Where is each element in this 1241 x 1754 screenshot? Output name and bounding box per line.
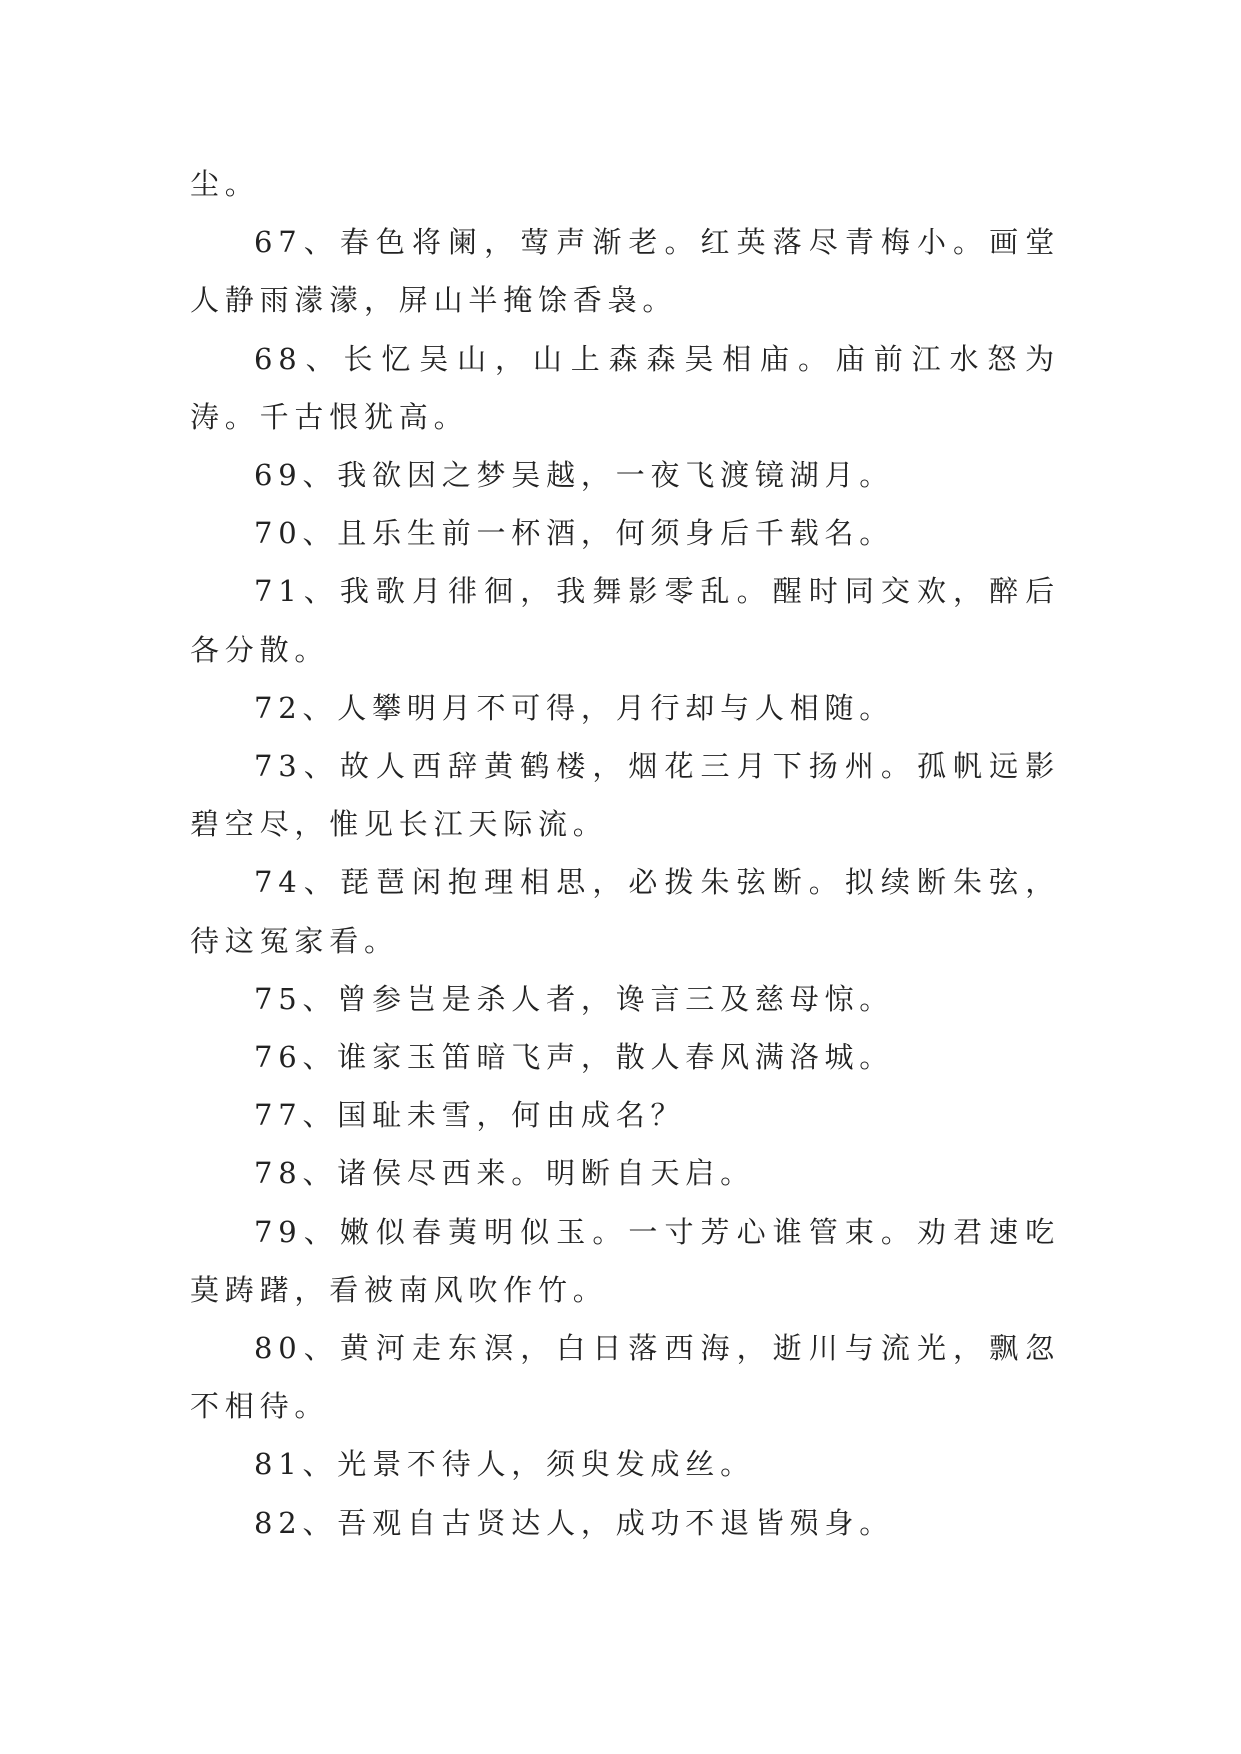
paragraph: 68、长忆吴山，山上森森吴相庙。庙前江水怒为涛。千古恨犹高。 bbox=[190, 341, 1060, 434]
paragraph: 77、国耻未雪，何由成名？ bbox=[254, 1098, 686, 1133]
paragraph: 67、春色将阑，莺声渐老。红英落尽青梅小。画堂人静雨濛濛，屏山半掩馀香袅。 bbox=[190, 225, 1060, 318]
paragraph: 78、诸侯尽西来。明断自天启。 bbox=[254, 1156, 755, 1191]
paragraph: 72、人攀明月不可得，月行却与人相随。 bbox=[254, 690, 895, 725]
paragraph: 82、吾观自古贤达人，成功不退皆殒身。 bbox=[254, 1505, 895, 1540]
paragraph: 73、故人西辞黄鹤楼，烟花三月下扬州。孤帆远影碧空尽，惟见长江天际流。 bbox=[190, 749, 1060, 842]
paragraph: 75、曾参岂是杀人者，谗言三及慈母惊。 bbox=[254, 981, 895, 1016]
paragraph: 80、黄河走东溟，白日落西海，逝川与流光，飘忽不相待。 bbox=[190, 1331, 1060, 1424]
paragraph: 79、嫩似春荑明似玉。一寸芳心谁管束。劝君速吃莫踌躇，看被南风吹作竹。 bbox=[190, 1214, 1060, 1307]
paragraph: 81、光景不待人，须臾发成丝。 bbox=[254, 1447, 755, 1482]
paragraph: 74、琵琶闲抱理相思，必拨朱弦断。拟续断朱弦，待这冤家看。 bbox=[190, 865, 1060, 958]
document-body bbox=[190, 155, 1060, 1552]
paragraph: 71、我歌月徘徊，我舞影零乱。醒时同交欢，醉后各分散。 bbox=[190, 574, 1060, 667]
paragraph: 76、谁家玉笛暗飞声，散人春风满洛城。 bbox=[254, 1040, 895, 1075]
paragraph: 尘。 bbox=[190, 167, 260, 201]
paragraph: 70、且乐生前一杯酒，何须身后千载名。 bbox=[254, 516, 895, 551]
paragraph: 69、我欲因之梦吴越，一夜飞渡镜湖月。 bbox=[254, 458, 895, 493]
